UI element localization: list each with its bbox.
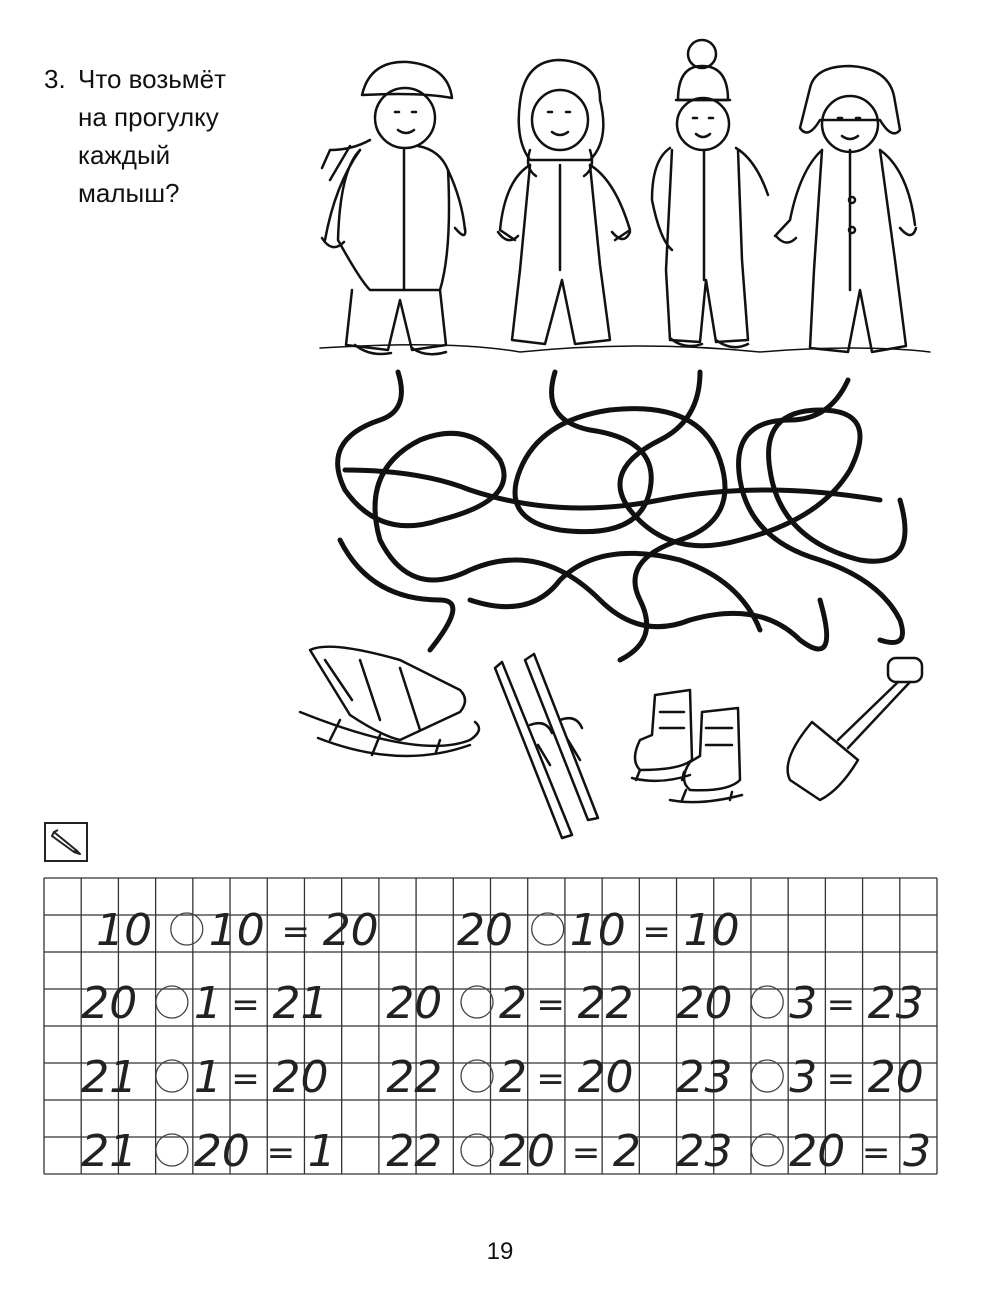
sled-icon xyxy=(300,647,479,756)
operator-circle[interactable] xyxy=(156,1060,188,1092)
operator-circle[interactable] xyxy=(751,1060,783,1092)
first-number: 20 xyxy=(676,978,733,1029)
first-number: 20 xyxy=(457,905,514,956)
operator-circle[interactable] xyxy=(751,1134,783,1166)
equals-sign: = xyxy=(642,912,671,952)
result-number: 3 xyxy=(903,1126,932,1177)
second-number: 3 xyxy=(789,1052,818,1103)
handwritten-equations xyxy=(44,878,937,1177)
second-number: 20 xyxy=(499,1126,556,1177)
second-number: 2 xyxy=(499,1052,528,1103)
task-line: на прогулку xyxy=(78,102,219,132)
first-number: 21 xyxy=(81,1052,138,1103)
equals-sign: = xyxy=(826,985,856,1025)
first-number: 21 xyxy=(81,1126,138,1177)
tangled-paths-maze-icon xyxy=(338,372,905,660)
ice-skates-icon xyxy=(632,690,742,802)
result-number: 1 xyxy=(307,1126,336,1177)
result-number: 10 xyxy=(683,905,740,956)
equals-sign: = xyxy=(826,1059,856,1099)
result-number: 20 xyxy=(867,1052,924,1103)
skis-icon xyxy=(495,654,598,838)
task-number: 3. xyxy=(44,64,66,94)
second-number: 20 xyxy=(789,1126,846,1177)
child-icon xyxy=(652,40,768,347)
child-icon xyxy=(322,62,465,354)
equals-sign: = xyxy=(231,985,260,1025)
operator-circle[interactable] xyxy=(461,986,493,1018)
pencil-icon xyxy=(46,824,86,860)
task-line: Что возьмёт xyxy=(78,64,227,94)
pencil-icon-box xyxy=(44,822,88,862)
snow-shovel-icon xyxy=(788,658,922,800)
result-number: 20 xyxy=(577,1052,634,1103)
operator-circle[interactable] xyxy=(171,913,203,945)
task-line: малыш? xyxy=(78,178,180,208)
equals-sign: = xyxy=(266,1133,296,1173)
page-number: 19 xyxy=(486,1238,514,1265)
result-number: 21 xyxy=(272,978,329,1029)
child-icon xyxy=(498,60,630,344)
result-number: 20 xyxy=(272,1052,329,1103)
first-number: 20 xyxy=(386,978,443,1029)
result-number: 2 xyxy=(612,1126,641,1177)
result-number: 22 xyxy=(577,978,634,1029)
children-in-winter-clothes-icon xyxy=(320,40,930,354)
operator-circle[interactable] xyxy=(751,986,783,1018)
operator-circle[interactable] xyxy=(156,986,188,1018)
equals-sign: = xyxy=(231,1059,260,1099)
second-number: 10 xyxy=(569,905,626,956)
first-number: 20 xyxy=(81,978,138,1029)
equals-sign: = xyxy=(536,985,565,1025)
first-number: 22 xyxy=(386,1052,443,1103)
operator-circle[interactable] xyxy=(156,1134,188,1166)
second-number: 2 xyxy=(499,978,528,1029)
first-number: 10 xyxy=(96,905,153,956)
operator-circle[interactable] xyxy=(461,1134,493,1166)
task-line: каждый xyxy=(78,140,171,170)
second-number: 10 xyxy=(208,905,265,956)
equals-sign: = xyxy=(861,1133,891,1173)
operator-circle[interactable] xyxy=(532,913,564,945)
math-exercise-grid xyxy=(44,878,937,1177)
equals-sign: = xyxy=(281,912,310,952)
equals-sign: = xyxy=(536,1059,565,1099)
first-number: 23 xyxy=(676,1126,733,1177)
second-number: 1 xyxy=(193,1052,222,1103)
child-icon xyxy=(775,66,916,352)
second-number: 3 xyxy=(789,978,818,1029)
second-number: 1 xyxy=(193,978,222,1029)
first-number: 23 xyxy=(676,1052,733,1103)
first-number: 22 xyxy=(386,1126,443,1177)
result-number: 23 xyxy=(867,978,924,1029)
second-number: 20 xyxy=(193,1126,250,1177)
operator-circle[interactable] xyxy=(461,1060,493,1092)
equals-sign: = xyxy=(571,1133,601,1173)
result-number: 20 xyxy=(322,905,379,956)
